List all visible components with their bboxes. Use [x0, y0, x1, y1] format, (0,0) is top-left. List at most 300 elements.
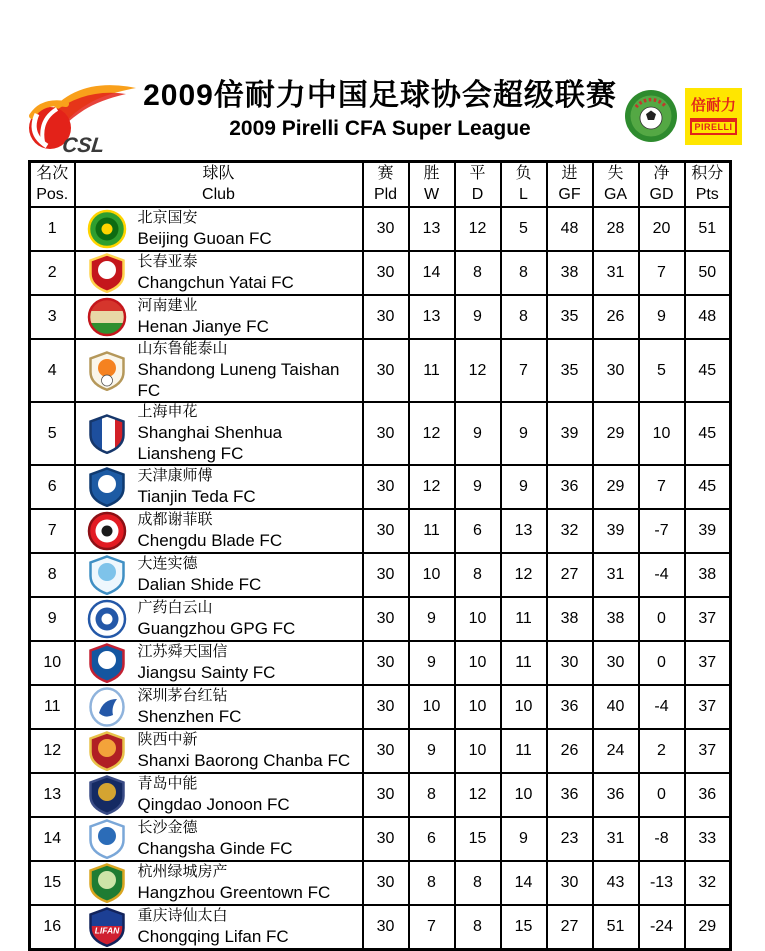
column-header-pts [685, 162, 731, 208]
club-wrap [76, 643, 362, 683]
stat-pld: 30 [363, 597, 409, 641]
club-names [138, 253, 294, 293]
pirelli-chinese-text: 倍耐力 [690, 97, 736, 115]
table-row [30, 685, 731, 729]
stat-l: 11 [501, 729, 547, 773]
column-header-en: GD [649, 185, 674, 203]
stat-l: 9 [501, 465, 547, 509]
column-header-cn: 净 [653, 165, 670, 183]
table-row [30, 773, 731, 817]
stat-ga: 43 [593, 861, 639, 905]
club-name-en: Chongqing Lifan FC [137, 927, 289, 946]
stat-pts: 45 [685, 465, 731, 509]
csl-logo [20, 72, 140, 158]
stat-pts: 37 [685, 685, 731, 729]
column-header-cn: 名次 [36, 165, 69, 183]
club-name-en: Shenzhen FC [137, 707, 242, 726]
table-row [30, 641, 731, 685]
club-name-cn: 长春亚泰 [137, 254, 198, 270]
stat-gf: 30 [547, 641, 593, 685]
league-table [28, 160, 732, 951]
league-title-chinese: 2009倍耐力中国足球协会超级联赛 [143, 79, 617, 112]
club-names [138, 819, 293, 859]
club-crest-icon [87, 467, 127, 507]
table-row [30, 553, 731, 597]
position-cell: 14 [30, 817, 75, 861]
stat-w: 11 [409, 339, 455, 402]
club-names [138, 511, 283, 551]
column-header-en: W [423, 185, 440, 203]
position-cell: 12 [30, 729, 75, 773]
stat-pts: 50 [685, 251, 731, 295]
club-crest-icon [87, 863, 127, 903]
stat-w: 7 [409, 905, 455, 950]
stat-l: 9 [501, 817, 547, 861]
column-header-cn: 球队 [202, 165, 235, 183]
stat-w: 8 [409, 773, 455, 817]
stat-pld: 30 [363, 685, 409, 729]
stat-d: 12 [455, 207, 501, 251]
club-name-cn: 陕西中新 [137, 732, 198, 748]
stat-gd: 7 [639, 251, 685, 295]
stat-l: 13 [501, 509, 547, 553]
position-cell: 3 [30, 295, 75, 339]
stat-pts: 29 [685, 905, 731, 950]
club-crest-icon [87, 351, 127, 391]
stat-d: 10 [455, 597, 501, 641]
position-cell: 10 [30, 641, 75, 685]
svg-text:LIFAN: LIFAN [94, 925, 119, 936]
column-header-en: GA [603, 185, 628, 203]
club-name-cn: 杭州绿城房产 [137, 864, 228, 880]
club-name-cn: 重庆诗仙太白 [137, 908, 228, 924]
club-name-en: Guangzhou GPG FC [137, 619, 296, 638]
stat-ga: 29 [593, 465, 639, 509]
stat-pld: 30 [363, 553, 409, 597]
stat-gf: 36 [547, 465, 593, 509]
pirelli-wordmark: PIRELLI [690, 118, 736, 135]
club-crest-icon [87, 599, 127, 639]
column-header-l [501, 162, 547, 208]
club-name-cn: 上海申花 [137, 404, 198, 420]
table-row [30, 251, 731, 295]
club-names [138, 403, 362, 464]
stat-l: 12 [501, 553, 547, 597]
club-wrap [76, 403, 362, 464]
club-name-en: Changchun Yatai FC [137, 273, 294, 292]
position-cell: 4 [30, 339, 75, 402]
stat-pts: 45 [685, 402, 731, 465]
club-name-cn: 大连实德 [137, 556, 198, 572]
club-names [138, 297, 269, 337]
club-crest-icon [87, 643, 127, 683]
club-wrap [76, 555, 362, 595]
position-cell: 2 [30, 251, 75, 295]
club-wrap [76, 253, 362, 293]
table-row [30, 729, 731, 773]
column-header-en: L [519, 185, 528, 203]
cfa-super-league-badge-icon [624, 89, 678, 143]
club-names [138, 907, 289, 947]
stat-pld: 30 [363, 251, 409, 295]
club-name-cn: 江苏舜天国信 [137, 644, 228, 660]
stat-d: 8 [455, 553, 501, 597]
stat-w: 11 [409, 509, 455, 553]
column-header-en: Pts [695, 185, 719, 203]
club-cell [75, 339, 363, 402]
club-cell [75, 861, 363, 905]
league-titles [140, 78, 620, 141]
stat-d: 9 [455, 295, 501, 339]
club-name-cn: 山东鲁能泰山 [137, 341, 228, 357]
club-cell [75, 251, 363, 295]
stat-gd: 7 [639, 465, 685, 509]
position-cell: 13 [30, 773, 75, 817]
club-name-en: Tianjin Teda FC [137, 487, 256, 506]
club-names [138, 555, 262, 595]
club-cell [75, 773, 363, 817]
club-wrap [76, 775, 362, 815]
club-names [138, 599, 296, 639]
stat-pts: 48 [685, 295, 731, 339]
stat-ga: 51 [593, 905, 639, 950]
column-header-cn: 进 [561, 165, 578, 183]
club-crest-icon [87, 253, 127, 293]
stat-w: 9 [409, 641, 455, 685]
stat-gd: -8 [639, 817, 685, 861]
stat-ga: 39 [593, 509, 639, 553]
stat-l: 10 [501, 773, 547, 817]
club-name-en: Shanxi Baorong Chanba FC [137, 751, 351, 770]
stat-gd: 0 [639, 773, 685, 817]
stat-w: 12 [409, 465, 455, 509]
club-name-cn: 天津康师傅 [137, 468, 213, 484]
stat-gf: 35 [547, 339, 593, 402]
stat-gf: 36 [547, 685, 593, 729]
club-crest-icon [87, 511, 127, 551]
stat-l: 7 [501, 339, 547, 402]
table-row [30, 339, 731, 402]
club-crest-icon [87, 775, 127, 815]
table-row [30, 465, 731, 509]
club-name-cn: 北京国安 [137, 210, 198, 226]
club-name-cn: 广药白云山 [137, 600, 213, 616]
stat-pld: 30 [363, 465, 409, 509]
stat-gf: 27 [547, 553, 593, 597]
column-header-en: GF [558, 185, 581, 203]
column-header-en: Club [202, 185, 235, 203]
stat-pld: 30 [363, 295, 409, 339]
stat-gf: 36 [547, 773, 593, 817]
stat-l: 10 [501, 685, 547, 729]
stat-d: 8 [455, 905, 501, 950]
club-crest-icon [87, 819, 127, 859]
stat-l: 11 [501, 641, 547, 685]
stat-d: 12 [455, 773, 501, 817]
table-row [30, 295, 731, 339]
stat-pld: 30 [363, 905, 409, 950]
club-names [138, 863, 331, 903]
club-cell [75, 553, 363, 597]
table-row [30, 905, 731, 950]
club-wrap [76, 340, 362, 401]
column-header-w [409, 162, 455, 208]
csl-logo-text: CSL [61, 134, 106, 157]
stat-w: 14 [409, 251, 455, 295]
column-header-pld [363, 162, 409, 208]
stat-pld: 30 [363, 207, 409, 251]
stat-gf: 23 [547, 817, 593, 861]
position-cell: 7 [30, 509, 75, 553]
stat-w: 10 [409, 553, 455, 597]
stat-ga: 31 [593, 251, 639, 295]
club-names [138, 687, 242, 727]
column-header-cn: 平 [469, 165, 486, 183]
club-name-cn: 成都谢菲联 [137, 512, 213, 528]
club-name-en: Chengdu Blade FC [137, 531, 283, 550]
club-cell [75, 597, 363, 641]
position-cell: 9 [30, 597, 75, 641]
stat-l: 9 [501, 402, 547, 465]
club-cell [75, 729, 363, 773]
club-wrap [76, 467, 362, 507]
club-crest-icon [87, 414, 127, 454]
club-name-cn: 河南建业 [137, 298, 198, 314]
stat-ga: 30 [593, 339, 639, 402]
stat-w: 10 [409, 685, 455, 729]
position-cell: 11 [30, 685, 75, 729]
club-wrap [76, 687, 362, 727]
club-wrap [76, 511, 362, 551]
league-title-english: 2009 Pirelli CFA Super League [229, 117, 531, 140]
club-name-en: Hangzhou Greentown FC [137, 883, 331, 902]
stat-gf: 32 [547, 509, 593, 553]
stat-ga: 31 [593, 553, 639, 597]
league-table-head [30, 162, 731, 208]
club-cell [75, 905, 363, 950]
club-cell [75, 402, 363, 465]
stat-pts: 37 [685, 641, 731, 685]
stat-l: 8 [501, 295, 547, 339]
club-wrap [76, 297, 362, 337]
stat-d: 10 [455, 729, 501, 773]
stat-gd: -4 [639, 685, 685, 729]
stat-pts: 39 [685, 509, 731, 553]
club-names [138, 731, 351, 771]
position-cell: 1 [30, 207, 75, 251]
club-wrap [76, 907, 362, 947]
stat-pld: 30 [363, 817, 409, 861]
table-row [30, 597, 731, 641]
club-name-cn: 长沙金德 [137, 820, 198, 836]
stat-gf: 38 [547, 251, 593, 295]
club-wrap [76, 209, 362, 249]
stat-w: 9 [409, 597, 455, 641]
club-names [138, 209, 272, 249]
column-header-cn: 胜 [423, 165, 440, 183]
stat-ga: 29 [593, 402, 639, 465]
stat-gd: 9 [639, 295, 685, 339]
column-header-gd [639, 162, 685, 208]
club-cell [75, 817, 363, 861]
stat-pts: 37 [685, 729, 731, 773]
club-cell [75, 207, 363, 251]
column-header-gf [547, 162, 593, 208]
stat-w: 8 [409, 861, 455, 905]
club-name-cn: 青岛中能 [137, 776, 198, 792]
stat-ga: 38 [593, 597, 639, 641]
club-name-en: Dalian Shide FC [137, 575, 262, 594]
stat-gd: -13 [639, 861, 685, 905]
stat-pts: 36 [685, 773, 731, 817]
stat-pld: 30 [363, 339, 409, 402]
club-crest-icon [87, 555, 127, 595]
club-names [138, 775, 290, 815]
stat-d: 9 [455, 402, 501, 465]
stat-gd: 0 [639, 641, 685, 685]
column-header-cn: 负 [515, 165, 532, 183]
stat-gf: 26 [547, 729, 593, 773]
table-row [30, 207, 731, 251]
stat-d: 9 [455, 465, 501, 509]
stat-gd: 0 [639, 597, 685, 641]
club-name-en: Shandong Luneng Taishan FC [137, 360, 340, 400]
stat-d: 15 [455, 817, 501, 861]
stat-w: 13 [409, 207, 455, 251]
club-name-en: Henan Jianye FC [137, 317, 269, 336]
stat-w: 13 [409, 295, 455, 339]
table-row [30, 817, 731, 861]
stat-d: 10 [455, 685, 501, 729]
pirelli-logo [685, 88, 742, 145]
stat-gf: 35 [547, 295, 593, 339]
position-cell: 6 [30, 465, 75, 509]
club-name-en: Shanghai Shenhua Liansheng FC [137, 423, 283, 463]
club-cell [75, 685, 363, 729]
stat-gd: -4 [639, 553, 685, 597]
column-header-cn: 积分 [691, 165, 724, 183]
stat-d: 8 [455, 251, 501, 295]
stat-gd: 2 [639, 729, 685, 773]
stat-pts: 51 [685, 207, 731, 251]
column-header-club [75, 162, 363, 208]
stat-pld: 30 [363, 773, 409, 817]
stat-pld: 30 [363, 729, 409, 773]
club-names [138, 340, 362, 401]
stat-gf: 48 [547, 207, 593, 251]
stat-gd: 20 [639, 207, 685, 251]
stat-l: 15 [501, 905, 547, 950]
position-cell: 5 [30, 402, 75, 465]
stat-d: 12 [455, 339, 501, 402]
column-header-d [455, 162, 501, 208]
stat-pts: 45 [685, 339, 731, 402]
stat-d: 8 [455, 861, 501, 905]
stat-gf: 38 [547, 597, 593, 641]
column-header-en: Pos. [36, 185, 69, 203]
masthead [0, 0, 765, 160]
club-wrap [76, 819, 362, 859]
club-cell [75, 509, 363, 553]
league-table-body [30, 207, 731, 950]
club-names [138, 643, 276, 683]
stat-pts: 33 [685, 817, 731, 861]
stat-pts: 37 [685, 597, 731, 641]
position-cell: 15 [30, 861, 75, 905]
club-name-en: Changsha Ginde FC [137, 839, 293, 858]
stat-l: 11 [501, 597, 547, 641]
stat-ga: 28 [593, 207, 639, 251]
column-header-cn: 失 [607, 165, 624, 183]
stat-l: 14 [501, 861, 547, 905]
club-names [138, 467, 256, 507]
stat-ga: 31 [593, 817, 639, 861]
column-header-en: D [471, 185, 484, 203]
stat-ga: 36 [593, 773, 639, 817]
stat-gf: 27 [547, 905, 593, 950]
stat-w: 9 [409, 729, 455, 773]
stat-gd: 5 [639, 339, 685, 402]
stat-gf: 30 [547, 861, 593, 905]
club-cell [75, 465, 363, 509]
stat-pld: 30 [363, 402, 409, 465]
table-row [30, 509, 731, 553]
club-wrap [76, 731, 362, 771]
club-crest-icon [87, 907, 127, 947]
club-name-en: Qingdao Jonoon FC [137, 795, 290, 814]
club-crest-icon [87, 297, 127, 337]
stat-gd: -24 [639, 905, 685, 950]
table-row [30, 861, 731, 905]
club-name-en: Jiangsu Sainty FC [137, 663, 276, 682]
stat-ga: 24 [593, 729, 639, 773]
stat-pld: 30 [363, 509, 409, 553]
stat-ga: 40 [593, 685, 639, 729]
column-header-en: Pld [373, 185, 398, 203]
stat-w: 6 [409, 817, 455, 861]
column-header-cn: 赛 [377, 165, 394, 183]
position-cell: 16 [30, 905, 75, 950]
table-header-row [30, 162, 731, 208]
stat-pld: 30 [363, 641, 409, 685]
stat-pts: 38 [685, 553, 731, 597]
stat-d: 6 [455, 509, 501, 553]
club-wrap [76, 863, 362, 903]
club-wrap [76, 599, 362, 639]
club-crest-icon [87, 731, 127, 771]
stat-w: 12 [409, 402, 455, 465]
csl-flame-icon [20, 72, 140, 158]
club-name-cn: 深圳茅台红钻 [137, 688, 228, 704]
stat-gd: 10 [639, 402, 685, 465]
column-header-pos [30, 162, 75, 208]
column-header-ga [593, 162, 639, 208]
stat-pld: 30 [363, 861, 409, 905]
position-cell: 8 [30, 553, 75, 597]
stat-l: 5 [501, 207, 547, 251]
club-crest-icon [87, 209, 127, 249]
stat-d: 10 [455, 641, 501, 685]
stat-gd: -7 [639, 509, 685, 553]
stat-pts: 32 [685, 861, 731, 905]
club-name-en: Beijing Guoan FC [137, 229, 272, 248]
club-crest-icon [87, 687, 127, 727]
club-cell [75, 641, 363, 685]
stat-gf: 39 [547, 402, 593, 465]
stat-ga: 26 [593, 295, 639, 339]
stat-l: 8 [501, 251, 547, 295]
club-cell [75, 295, 363, 339]
